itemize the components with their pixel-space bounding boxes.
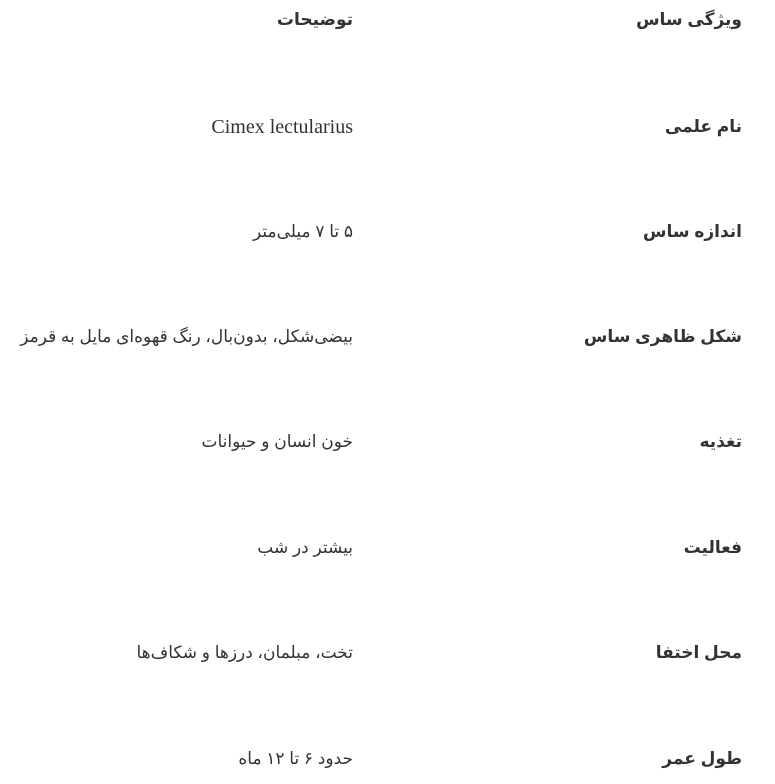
row-value: بیضی‌شکل، بدون‌بال، رنگ قهوه‌ای مایل به قرمز (20, 327, 353, 346)
table-row (0, 739, 775, 779)
row-value: Cimex lectularius (211, 116, 353, 138)
row-value: ۵ تا ۷ میلی‌متر (252, 222, 353, 241)
row-value: بیشتر در شب (257, 538, 353, 557)
table-row (0, 528, 775, 568)
row-label: طول عمر (662, 749, 742, 768)
table-header-row (0, 0, 775, 40)
row-value: خون انسان و حیوانات (201, 432, 353, 451)
row-label: نام علمی (664, 117, 742, 136)
header-feature: ویژگی ساس (636, 10, 742, 29)
header-description: توضیحات (276, 10, 353, 29)
row-label: شکل ظاهری ساس (583, 327, 742, 346)
row-label: محل اختفا (655, 643, 742, 662)
table-row (0, 422, 775, 462)
row-label: اندازه ساس (643, 222, 742, 241)
table-row (0, 317, 775, 357)
table-row (0, 633, 775, 673)
row-label: تغذیه (699, 432, 742, 451)
row-value: تخت، مبلمان، درزها و شکاف‌ها (136, 643, 353, 662)
row-label: فعالیت (683, 538, 742, 557)
table-row (0, 212, 775, 252)
table-row (0, 107, 775, 147)
row-value: حدود ۶ تا ۱۲ ماه (238, 749, 353, 768)
